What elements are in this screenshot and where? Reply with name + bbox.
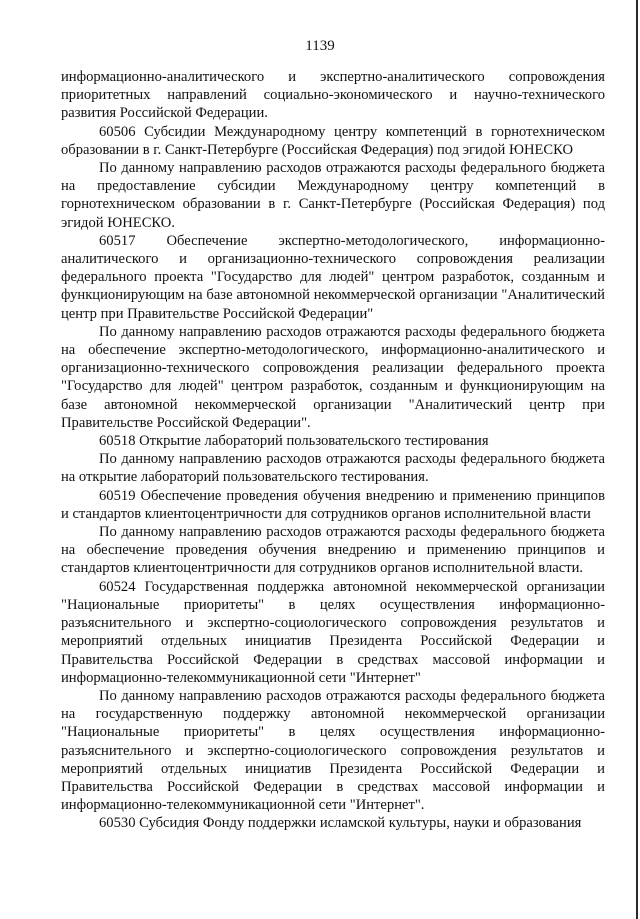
page-number: 1139 [305, 38, 335, 54]
document-body [61, 68, 605, 833]
paragraph-60506-description: По данному направлению расходов отражаются расходы федерального бюджета на предоставление субсидии Международному центру компетенций в горнотехническом образовании в г. Санкт-Петербурге (Российская Федерация) под эгидой ЮНЕСКО. [61, 160, 605, 231]
section-heading-60519: 60519 Обеспечение проведения обучения внедрению и применению принципов и стандартов клиентоцентричности для сотрудников органов исполнительной власти [61, 487, 605, 522]
paragraph-60519-description: По данному направлению расходов отражаются расходы федерального бюджета на обеспечение проведения обучения внедрению и применению принципов и стандартов клиентоцентричности для сотрудников органов исполнительной власти. [61, 524, 605, 577]
section-heading-60517: 60517 Обеспечение экспертно-методологического, информационно-аналитического и организационно-технического сопровождения реализации федерального проекта "Государство для людей" центром разработок, созданным и функционирующим на базе автономной некоммерческой организации "Аналитический центр при Правительстве Российской Федерации" [61, 232, 605, 322]
paragraph-60517-description: По данному направлению расходов отражаются расходы федерального бюджета на обеспечение экспертно-методологического, информационно-аналитического и организационно-технического сопровождения реализации федерального проекта "Государство для людей" центром разработок, созданным и функционирующим на базе автономной некоммерческой организации "Аналитический центр при Правительстве Российской Федерации". [61, 323, 605, 431]
section-heading-60524: 60524 Государственная поддержка автономной некоммерческой организации "Национальные приоритеты" в целях осуществления информационно-разъяснительного и экспертно-социологического сопровождения результатов и мероприятий отдельных инициатив Президента Российской Федерации и Правительства Российской Федерации в средствах массовой информации и информационно-телекоммуникационной сети "Интернет" [61, 578, 605, 686]
paragraph-60524-description: По данному направлению расходов отражаются расходы федерального бюджета на государственную поддержку автономной некоммерческой организации "Национальные приоритеты" в целях осуществления информационно-разъяснительного и экспертно-социологического сопровождения результатов и мероприятий отдельных инициатив Президента Российской Федерации и Правительства Российской Федерации в средствах массовой информации и информационно-телекоммуникационной сети "Интернет". [61, 687, 605, 814]
paragraph-60518-description: По данному направлению расходов отражаются расходы федерального бюджета на открытие лабораторий пользовательского тестирования. [61, 451, 605, 486]
section-heading-60518: 60518 Открытие лабораторий пользовательского тестирования [99, 433, 489, 450]
section-heading-60506: 60506 Субсидии Международному центру компетенций в горнотехническом образовании в г. Санкт-Петербурге (Российская Федерация) под эгидой ЮНЕСКО [61, 123, 605, 158]
scan-edge-border [636, 0, 638, 919]
paragraph-continuation: информационно-аналитического и экспертно-аналитического сопровождения приоритетных направлений социально-экономического и научно-технического развития Российской Федерации. [61, 69, 605, 122]
section-heading-60530: 60530 Субсидия Фонду поддержки исламской культуры, науки и образования [99, 815, 582, 832]
